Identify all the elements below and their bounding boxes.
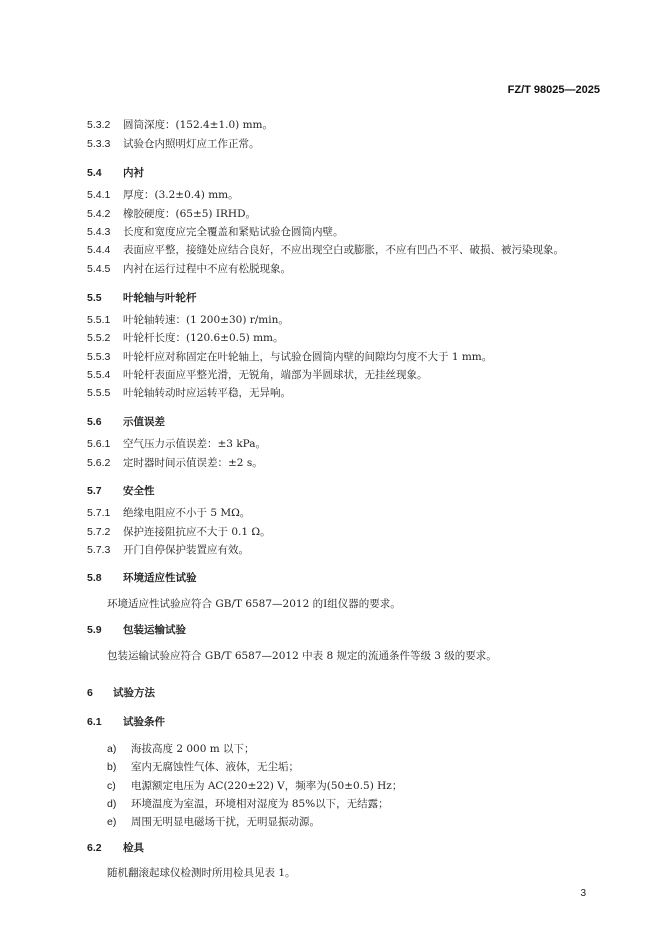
clause-text: 圆筒深度：(152.4±1.0) mm。 (123, 119, 273, 131)
clause-number: 5.5.1 (87, 314, 111, 326)
list-item-c (107, 779, 402, 793)
list-label: b) (107, 761, 117, 773)
clause-number: 5.6.1 (87, 438, 111, 450)
list-item-e (107, 815, 320, 829)
clause-number: 5.3.2 (87, 119, 111, 131)
clause-text: 试验仓内照明灯应工作正常。 (123, 138, 260, 150)
section-heading-5-9 (87, 623, 186, 637)
section-title: 包装运输试验 (123, 624, 186, 636)
list-text: 室内无腐蚀性气体、液体，无尘垢； (131, 761, 299, 773)
section-number: 5.5 (87, 292, 102, 304)
section-number: 5.4 (87, 167, 102, 179)
clause-number: 5.7.3 (87, 544, 111, 556)
list-label: d) (107, 798, 117, 810)
section-title: 检具 (123, 842, 144, 854)
clause-text: 长度和宽度应完全覆盖和紧贴试验仓圆筒内壁。 (123, 226, 344, 238)
clause-5-4-3 (87, 225, 344, 239)
chapter-heading-6 (87, 686, 155, 700)
clause-5-4-4 (87, 243, 564, 257)
clause-5-5-2 (87, 331, 284, 345)
list-item-d (107, 797, 389, 811)
list-text: 海拔高度 2 000 m 以下； (131, 743, 255, 755)
clause-5-3-2 (87, 118, 273, 132)
section-number: 5.8 (87, 572, 102, 584)
section-title: 环境适应性试验 (123, 572, 197, 584)
clause-5-7-2 (87, 525, 271, 539)
clause-5-4-1 (87, 188, 239, 202)
clause-text: 内衬在运行过程中不应有松脱现象。 (123, 263, 291, 275)
section-title: 试验条件 (123, 716, 165, 728)
paragraph-6-2: 随机翻滚起球仪检测时所用检具见表 1。 (107, 867, 296, 879)
clause-number: 5.7.2 (87, 526, 111, 538)
clause-text: 绝缘电阻应不小于 5 MΩ。 (123, 507, 251, 519)
clause-text: 厚度：(3.2±0.4) mm。 (123, 189, 239, 201)
clause-number: 5.6.2 (87, 457, 111, 469)
list-label: a) (107, 743, 117, 755)
section-number: 6.2 (87, 842, 102, 854)
clause-5-5-5 (87, 386, 291, 400)
clause-5-4-2 (87, 207, 256, 221)
clause-number: 5.5.2 (87, 332, 111, 344)
clause-text: 开门自停保护装置应有效。 (123, 544, 249, 556)
section-number: 5.9 (87, 624, 102, 636)
list-item-a (107, 742, 255, 756)
clause-number: 5.4.2 (87, 208, 111, 220)
list-text: 周围无明显电磁场干扰，无明显振动源。 (131, 816, 320, 828)
clause-text: 叶轮杆应对称固定在叶轮轴上，与试验仓圆筒内壁的间隙均匀度不大于 1 mm。 (123, 351, 493, 363)
list-label: e) (107, 816, 117, 828)
clause-text: 橡胶硬度：(65±5) IRHD。 (123, 208, 256, 220)
section-heading-6-2 (87, 841, 144, 855)
list-label: c) (107, 780, 116, 792)
chapter-title: 试验方法 (113, 687, 155, 699)
clause-5-7-1 (87, 506, 250, 520)
clause-5-5-4 (87, 368, 428, 382)
clause-text: 定时器时间示值误差：±2 s。 (123, 457, 263, 469)
clause-number: 5.4.4 (87, 244, 111, 256)
section-number: 5.6 (87, 416, 102, 428)
list-text: 电源额定电压为 AC(220±22) V，频率为(50±0.5) Hz； (131, 780, 403, 792)
section-heading-5-6 (87, 415, 165, 429)
section-heading-5-8 (87, 571, 197, 585)
clause-number: 5.3.3 (87, 138, 111, 150)
clause-5-3-3 (87, 137, 260, 151)
clause-text: 空气压力示值误差：±3 kPa。 (123, 438, 267, 450)
section-title: 示值误差 (123, 416, 165, 428)
clause-number: 5.5.3 (87, 351, 111, 363)
clause-number: 5.4.3 (87, 226, 111, 238)
clause-text: 叶轮杆长度：(120.6±0.5) mm。 (123, 332, 284, 344)
clause-number: 5.4.5 (87, 263, 111, 275)
paragraph-5-8: 环境适应性试验应符合 GB/T 6587—2012 的Ⅰ组仪器的要求。 (107, 598, 401, 610)
section-number: 6.1 (87, 716, 102, 728)
section-title: 内衬 (123, 167, 144, 179)
clause-5-4-5 (87, 262, 291, 276)
section-heading-5-7 (87, 484, 155, 498)
clause-5-6-1 (87, 437, 266, 451)
clause-number: 5.5.4 (87, 369, 111, 381)
paragraph-5-9: 包装运输试验应符合 GB/T 6587—2012 中表 8 规定的流通条件等级 3 级的要求。 (107, 650, 497, 662)
standard-code: FZ/T 98025—2025 (507, 84, 600, 96)
section-heading-6-1 (87, 715, 165, 729)
clause-text: 叶轮杆表面应平整光滑，无锐角，端部为半圆球状，无挂丝现象。 (123, 369, 428, 381)
clause-text: 保护连接阻抗应不大于 0.1 Ω。 (123, 526, 271, 538)
chapter-number: 6 (87, 687, 93, 699)
section-heading-5-4 (87, 166, 144, 180)
clause-text: 表面应平整，接缝处应结合良好，不应出现空白或膨胀，不应有凹凸不平、破损、被污染现象。 (123, 244, 564, 256)
section-title: 叶轮轴与叶轮杆 (123, 292, 197, 304)
page-number: 3 (580, 888, 586, 899)
clause-5-7-3 (87, 543, 249, 557)
clause-5-5-3 (87, 350, 492, 364)
clause-number: 5.4.1 (87, 189, 111, 201)
section-heading-5-5 (87, 291, 197, 305)
clause-5-5-1 (87, 313, 289, 327)
list-text: 环境温度为室温，环境相对湿度为 85%以下，无结露； (131, 798, 389, 810)
clause-number: 5.7.1 (87, 507, 111, 519)
section-title: 安全性 (123, 485, 155, 497)
clause-text: 叶轮轴转动时应运转平稳，无异响。 (123, 387, 291, 399)
clause-text: 叶轮轴转速：(1 200±30) r/min。 (123, 314, 289, 326)
list-item-b (107, 760, 299, 774)
section-number: 5.7 (87, 485, 102, 497)
clause-number: 5.5.5 (87, 387, 111, 399)
clause-5-6-2 (87, 456, 263, 470)
